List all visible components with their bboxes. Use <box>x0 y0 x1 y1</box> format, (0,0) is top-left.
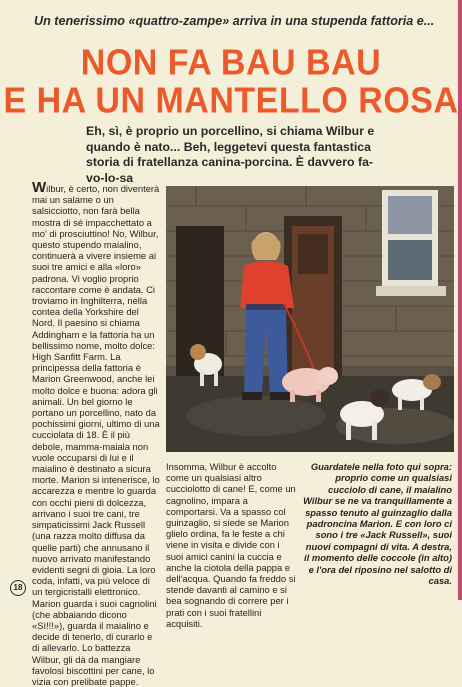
page-number: 18 <box>10 580 26 596</box>
headline-line-1: NON FA BAU BAU <box>80 43 382 84</box>
body-text-left: ilbur, è certo, non diventerà mai un salame o un salsicciotto, non farà bella mostra di sé impacchettato a mo' di prosciuttino! No, Wilbur, questo stupendo maialino, continuerà a vivere insieme ai suoi tre amici e alla «loro» padrona. Vi voglio proprio raccontare come è andata. Ci troviamo in Inghilterra, nella contea della Yorkshire del Nord. Il paesino si chiama Addingham e la fattoria ha un bellissimo nome, molto dolce: High Sanfitt Farm. La principessa della fattoria è Marion Greenwood, anche lei molto dolce e buona: adora gli animali. Un bel giorno le portano un porcellino, nato da pochissimi giorni, ultimo di una cucciolata di 18. È il più debole, mamma-maiala non vuole occuparsi di lui e il maialino è destinato a sicura morte. Marion si intenerisce, lo accarezza e mentre lo guarda con occhi pieni di dolcezza, arrivano i suoi tre cani, tre simpaticissimi Jack Russell (una razza molto diffusa da quelle parti) che annusano il nuovo arrivato manifestando evidenti segni di gioia. La loro coda, infatti, va più veloce di un tergicristalli elettronico. Marion guarda i suoi cagnolini (che abbaiando dicono «Sì!!!»), guarda il maialino e decide di tenerlo, di curarlo e di allevarlo. Lo battezza Wilbur, gli dà da mangiare favolosi biscottini per cane, lo vizia con prelibate pappe. <box>32 183 160 687</box>
photo-caption <box>302 461 452 586</box>
headline <box>0 44 462 120</box>
photo <box>166 186 454 452</box>
body-column-middle <box>166 461 298 629</box>
caption-text: Guardatele nella foto qui sopra: proprio come un qualsiasi cucciolo di cane, il maialino Wilbur se ne va tranquillamente a spasso tenuto al guinzaglio dalla padroncina Marion. E con loro ci sono i tre «Jack Russell», suoi nuovi compagni di vita. A destra, il momento delle coccole (in alto) e l'ora del riposino nel salotto di casa. <box>303 461 452 587</box>
drop-cap: W <box>32 179 47 196</box>
standfirst: Eh, sì, è proprio un porcellino, si chiama Wilbur e quando è nato... Beh, leggetevi questa fantastica storia di fratellanza canina-porcina. È davvero fa-vo-lo-sa <box>86 124 375 185</box>
headline-line-2: E HA UN MANTELLO ROSA <box>3 80 459 121</box>
body-column-left <box>32 179 160 687</box>
body-text-middle: Insomma, Wilbur è accolto come un qualsiasi altro cucciolotto di cane! E, come un cagnolino, impara a comportarsi. Va a spasso col guinzaglio, si siede se Marion glielo ordina, fa le feste a chi viene in visita e divide con i suoi amici canini la cuccia e anche la ciotola della pappa e dell'acqua. Quando fa freddo si stende davanti al camino e si bea sognando di correre per i prati con i suoi fratellini acquisiti. <box>166 461 296 629</box>
kicker: Un tenerissimo «quattro-zampe» arriva in una stupenda fattoria e... <box>34 14 435 28</box>
